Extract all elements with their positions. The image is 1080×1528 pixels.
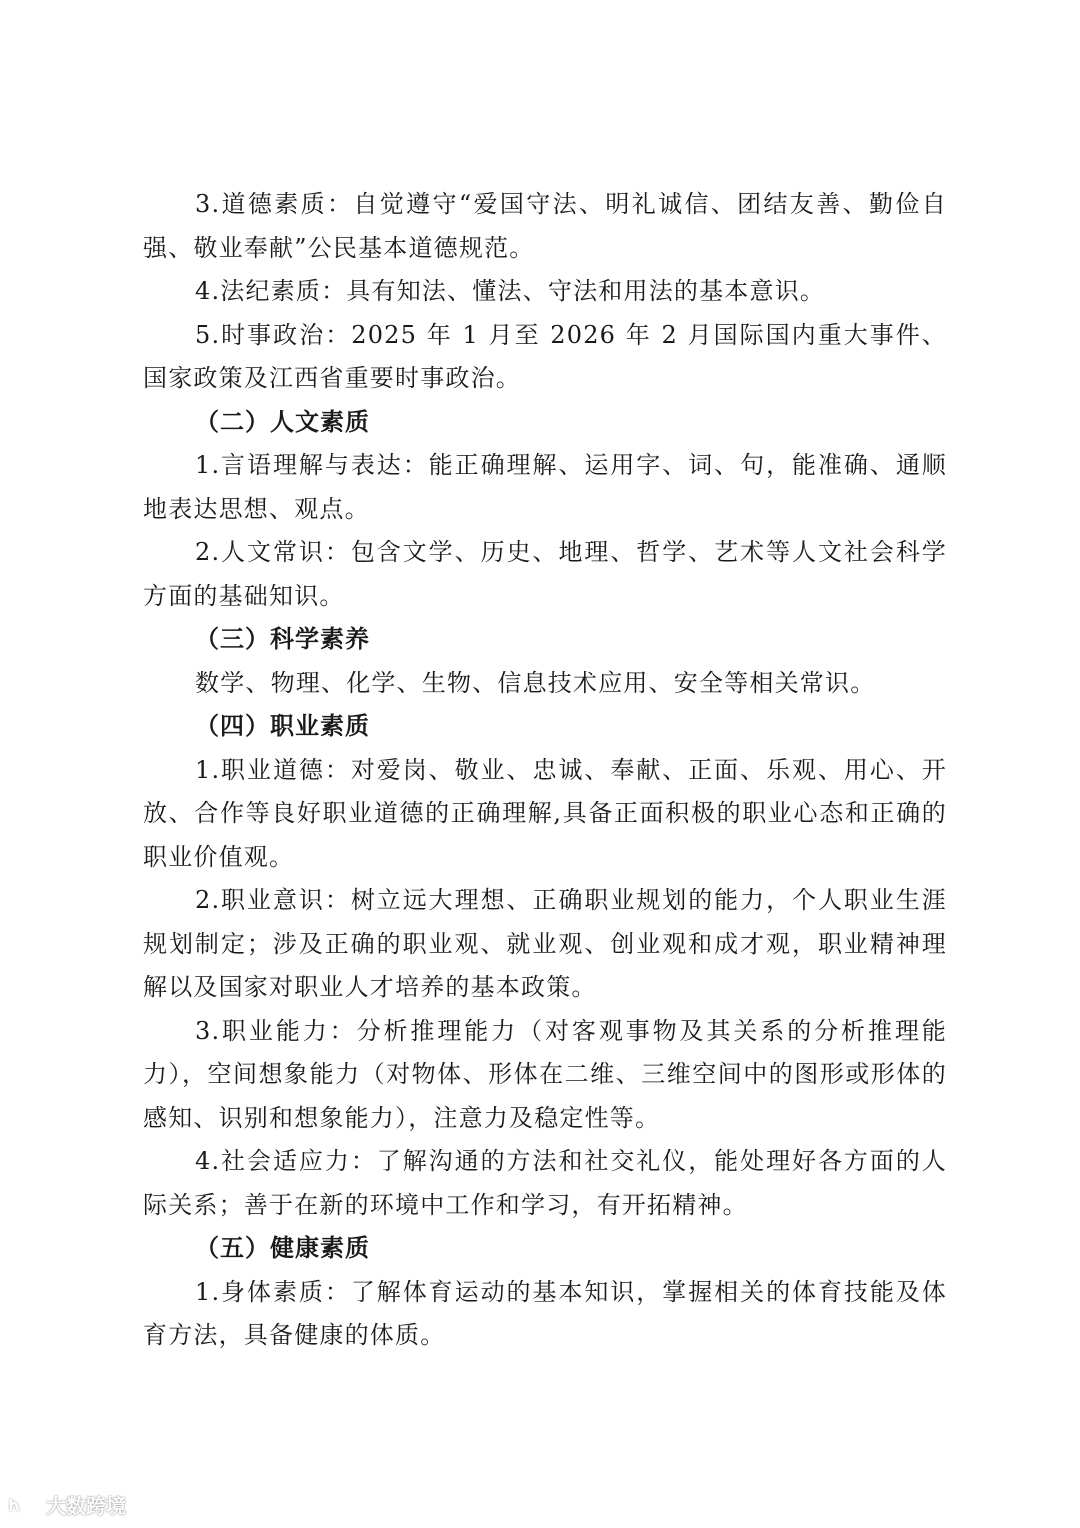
- paragraph-science-knowledge: 数学、物理、化学、生物、信息技术应用、安全等相关常识。: [195, 668, 876, 697]
- watermark: [8, 1490, 126, 1519]
- paragraph-professional-ability: 3.职业能力：分析推理能力（对客观事物及其关系的分析推理能力），空间想象能力（对物体、形体在二维、三维空间中的图形或形体的感知、识别和想象能力），注意力及稳定性等。: [143, 1016, 947, 1132]
- paragraph-language-comprehension: 1.言语理解与表达：能正确理解、运用字、词、句，能准确、通顺地表达思想、观点。: [143, 451, 947, 523]
- section-heading-humanities: （二）人文素质: [195, 407, 370, 436]
- document-page: [143, 183, 947, 1358]
- paragraph-professional-ethics: 1.职业道德：对爱岗、敬业、忠诚、奉献、正面、乐观、用心、开放、合作等良好职业道德的正确理解,具备正面积极的职业心态和正确的职业价值观。: [143, 755, 947, 871]
- paragraph-physical-quality: 1.身体素质：了解体育运动的基本知识，掌握相关的体育技能及体育方法，具备健康的体质。: [143, 1277, 947, 1349]
- section-heading-professional: （四）职业素质: [195, 712, 370, 740]
- section-heading-science: （三）科学素养: [195, 625, 370, 653]
- section-heading-health: （五）健康素质: [195, 1234, 370, 1262]
- logo-icon: [8, 1495, 42, 1515]
- paragraph-social-adaptability: 4.社会适应力：了解沟通的方法和社交礼仪，能处理好各方面的人际关系；善于在新的环境中工作和学习，有开拓精神。: [143, 1147, 947, 1219]
- paragraph-legal-quality: 4.法纪素质：具有知法、懂法、守法和用法的基本意识。: [195, 277, 826, 305]
- paragraph-current-affairs: 5.时事政治：2025 年 1 月至 2026 年 2 月国际国内重大事件、国家政策及江西省重要时事政治。: [143, 320, 947, 392]
- watermark-text: 大数跨境: [46, 1494, 126, 1518]
- paragraph-moral-quality: 3.道德素质：自觉遵守“爱国守法、明礼诚信、团结友善、勤俭自强、敬业奉献”公民基本道德规范。: [143, 190, 947, 262]
- paragraph-professional-awareness: 2.职业意识：树立远大理想、正确职业规划的能力，个人职业生涯规划制定；涉及正确的职业观、就业观、创业观和成才观，职业精神理解以及国家对职业人才培养的基本政策。: [143, 886, 947, 1001]
- paragraph-humanities-knowledge: 2.人文常识：包含文学、历史、地理、哲学、艺术等人文社会科学方面的基础知识。: [143, 538, 947, 610]
